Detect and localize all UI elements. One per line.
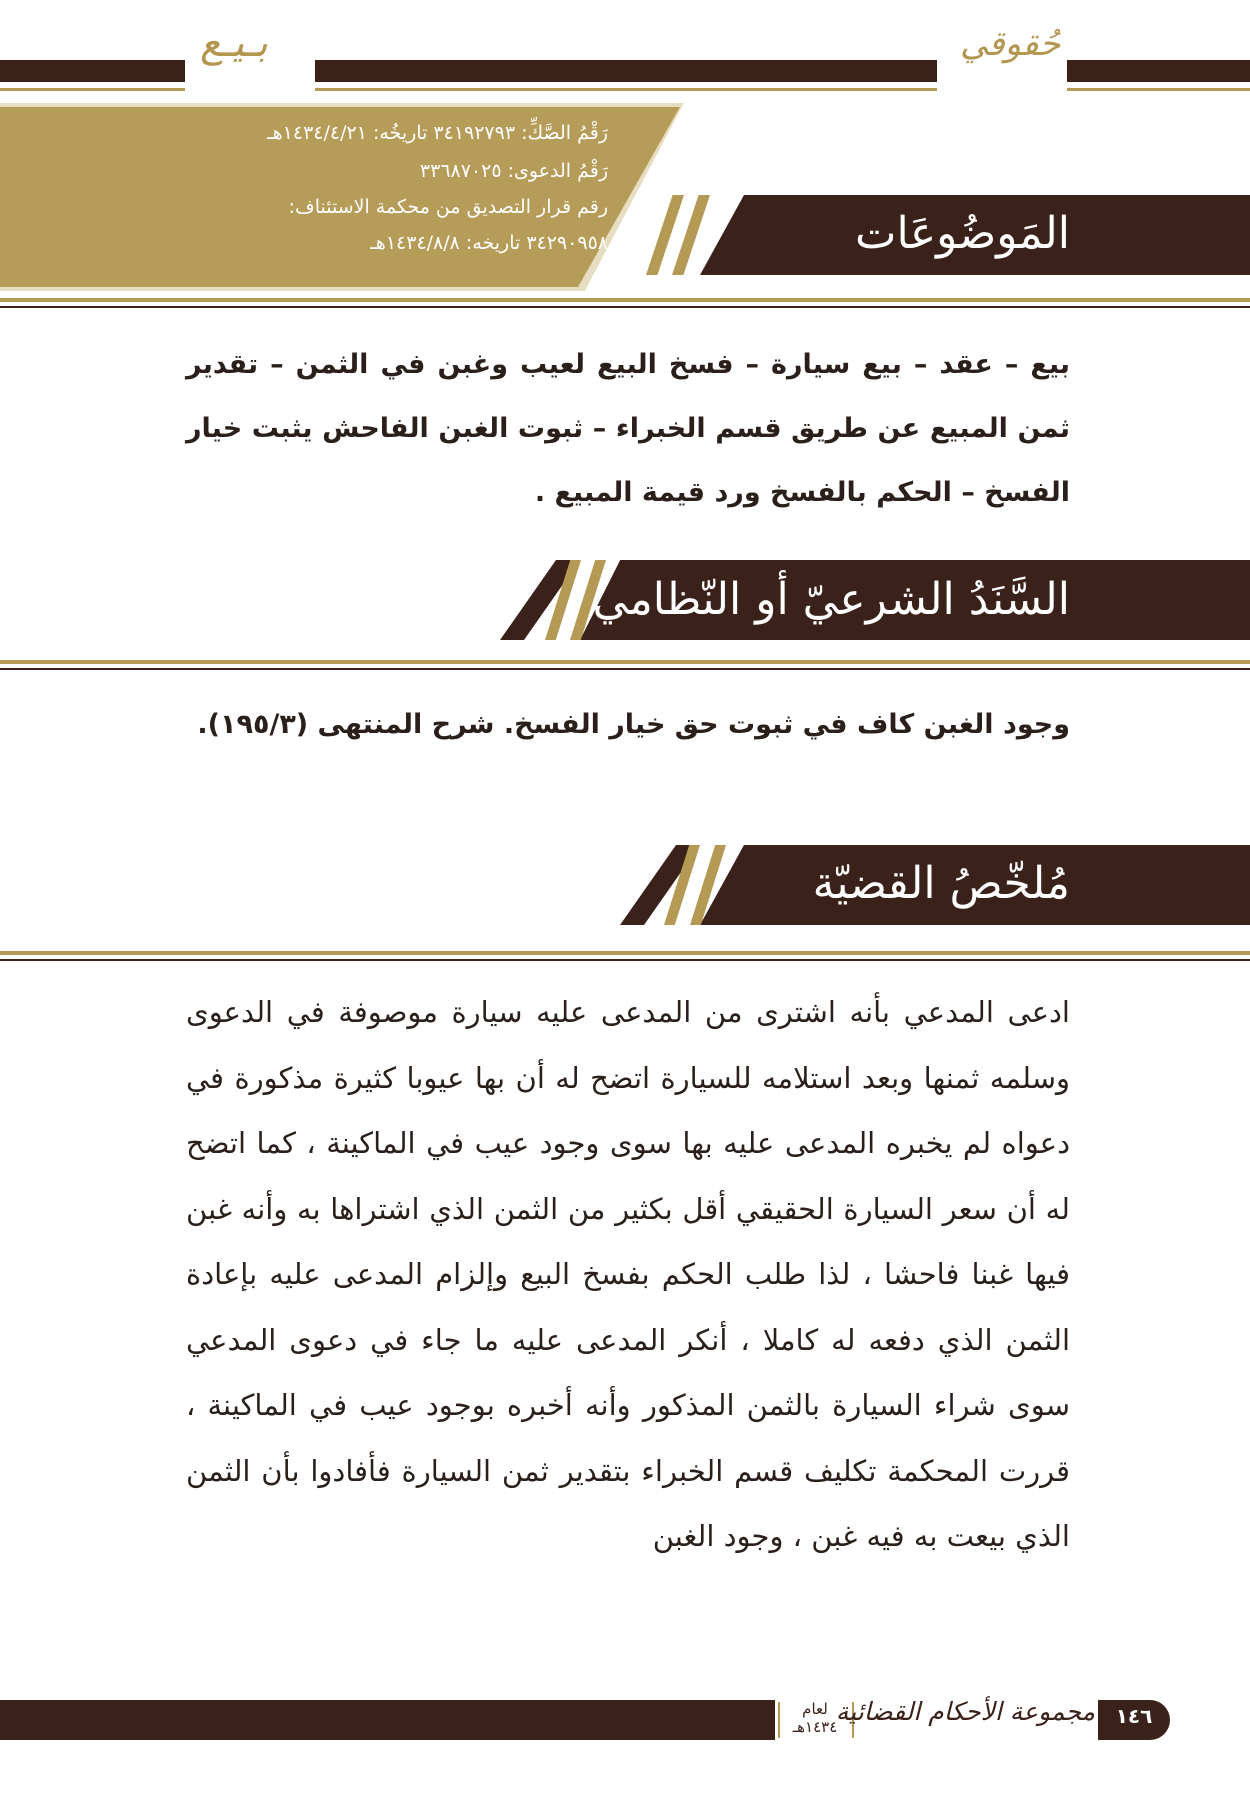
footer-year-label: لعام [802, 1700, 828, 1718]
page-number: ١٤٦ [1115, 1704, 1153, 1728]
header-section: حُقوقي [960, 24, 1061, 64]
legal-basis-rule [0, 660, 1250, 664]
topics-body: بيع – عقد – بيع سيارة – فسخ البيع لعيب وغبن في الثمن – تقدير ثمن المبيع عن طريق قسم الخبراء – ثبوت الغبن الفاحش يثبت خيار الفسخ – الحكم بالفسخ ورد قيمة المبيع . [186, 349, 1070, 508]
footer-series-title: مجموعة الأحكام القضائية [835, 1697, 1095, 1726]
header-bar-middle [315, 60, 937, 82]
legal-basis-rule-thin [0, 668, 1250, 670]
header-bar-right [1067, 60, 1250, 82]
summary-rule-thin [0, 959, 1250, 961]
topics-title: المَوضُوعَات [855, 208, 1070, 259]
summary-title: مُلخّصُ القضيّة [812, 858, 1070, 909]
footer-bar [0, 1700, 775, 1740]
legal-basis-body: وجود الغبن كاف في ثبوت حق خيار الفسخ. شرح المنتهى (١٩٥/٣). [197, 709, 1070, 740]
footer-year-value: ١٤٣٤هـ [792, 1718, 838, 1736]
header-category: بـيـع [200, 20, 268, 66]
case-deed-number: رَقْمُ الصَّكِّ: ٣٤١٩٢٧٩٣ تاريخُه: ١٤٣٤/٤/٢١هـ [267, 122, 608, 144]
topics-rule-thin [0, 306, 1250, 308]
summary-body: ادعى المدعي بأنه اشترى من المدعى عليه سيارة موصوفة في الدعوى وسلمه ثمنها وبعد استلامه للسيارة اتضح له أن بها عيوبا كثيرة مذكورة في دعواه لم يخبره المدعى عليه بها سوى وجود عيب في الماكينة ، كما اتضح له أن سعر السيارة الحقيقي أقل بكثير من الثمن الذي اشتراها به وأنه غبن فيها غبنا فاحشا ، لذا طلب الحكم بفسخ البيع وإلزام المدعى عليه بإعادة الثمن الذي دفعه له كاملا ، أنكر المدعى عليه ما جاء في دعوى المدعي سوى شراء السيارة بالثمن المذكور وأنه أخبره بوجود عيب في الماكينة ، قررت المحكمة تكليف قسم الخبراء بتقدير ثمن السيارة فأفادوا بأن الثمن الذي بيعت به فيه غبن ، وجود الغبن [186, 995, 1070, 1553]
appeal-decision-label: رقم قرار التصديق من محكمة الاستئناف: [288, 196, 608, 218]
header-bar-left [0, 60, 185, 82]
summary-rule [0, 951, 1250, 955]
footer-separator-1 [778, 1702, 780, 1738]
legal-basis-title: السَّنَدُ الشرعيّ أو النّظامي [592, 574, 1070, 625]
topics-rule [0, 298, 1250, 302]
appeal-decision-number: ٣٤٢٩٠٩٥٨ تاريخه: ١٤٣٤/٨/٨هـ [370, 232, 608, 254]
case-claim-number: رَقْمُ الدعوى: ٣٣٦٨٧٠٢٥ [419, 160, 608, 182]
